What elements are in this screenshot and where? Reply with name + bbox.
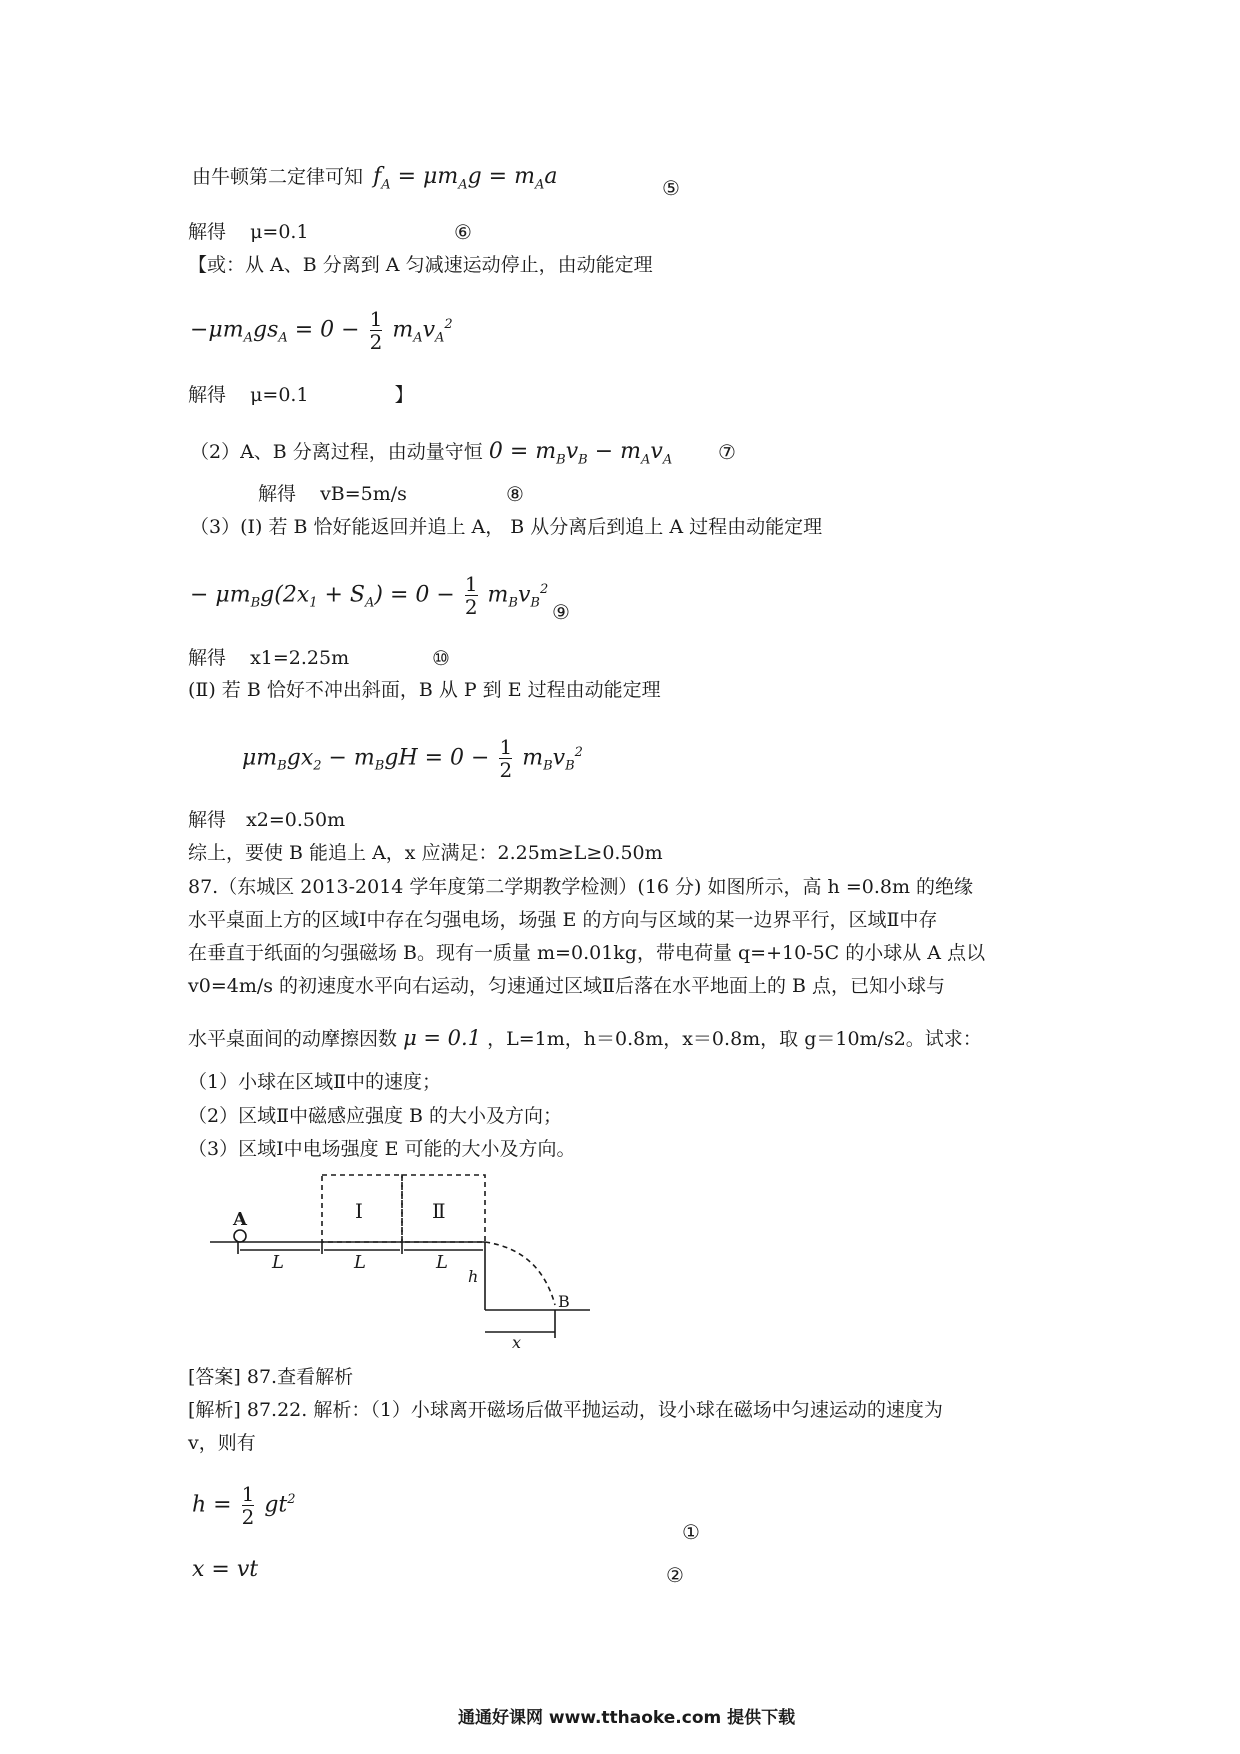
page-footer: 通通好课网 www.tthaoke.com 提供下载 bbox=[458, 1708, 796, 1728]
eq-mark-7: ⑦ bbox=[718, 440, 736, 464]
label: 解得 bbox=[188, 647, 227, 669]
equation-kinetic-c: $\mu m_Bgx_2 - m_BgH = 0$ − $\frac{1}{2}$ $m_Bv_B^2$ bbox=[242, 734, 583, 782]
fraction-half: $\frac{1}{2}$ bbox=[369, 306, 383, 354]
question-2: （2）区域Ⅱ中磁感应强度 B 的大小及方向； bbox=[188, 1105, 563, 1127]
label-b: B bbox=[558, 1292, 570, 1311]
label-l-2: L bbox=[354, 1252, 366, 1273]
equation-momentum: $0 = m_Bv_B - m_Av_A$ bbox=[488, 439, 673, 468]
analysis-line-1: [解析] 87.22. 解析：（1）小球离开磁场后做平抛运动，设小球在磁场中匀速运动的速度为 bbox=[188, 1399, 943, 1421]
equation-mu: μ = 0.1 bbox=[403, 1026, 482, 1050]
eq-mark-2: ② bbox=[666, 1563, 684, 1587]
label-a: A bbox=[233, 1209, 247, 1230]
text-b: ，L=1m，h＝0.8m，x＝0.8m，取 g＝10m/s2。试求： bbox=[487, 1028, 982, 1050]
question-3: （3）区域Ⅰ中电场强度 E 可能的大小及方向。 bbox=[188, 1138, 576, 1160]
line-momentum bbox=[190, 440, 672, 472]
line-alternative: 【或：从 A、B 分离到 A 匀减速运动停止，由动能定理 bbox=[188, 254, 653, 276]
problem-line-3: 在垂直于纸面的匀强磁场 B。现有一质量 m=0.01kg，带电荷量 q=+10-5C 的小球从 A 点以 bbox=[188, 942, 986, 964]
value: μ=0.1 bbox=[250, 221, 309, 243]
value: x2=0.50m bbox=[246, 809, 346, 831]
value: x1=2.25m bbox=[250, 647, 350, 669]
line-solve-x2 bbox=[188, 808, 345, 832]
problem-line-5 bbox=[188, 1026, 982, 1051]
label: 解得 bbox=[258, 483, 297, 505]
line-conclusion: 综上，要使 B 能追上 A，x 应满足：2.25m≥L≥0.50m bbox=[188, 842, 663, 864]
line-solve-vb bbox=[258, 482, 407, 506]
equation-kinetic-b: − $\mu m_Bg(2x_1 + S_A) = 0$ − $\frac{1}{2}$ $m_Bv_B^2$ bbox=[190, 571, 549, 619]
equation-distance: x = vt bbox=[192, 1557, 259, 1582]
answer-line: [答案] 87.查看解析 bbox=[188, 1366, 354, 1388]
fraction-half: $\frac{1}{2}$ bbox=[499, 734, 513, 782]
analysis-line-2: v，则有 bbox=[188, 1432, 256, 1454]
text: 由牛顿第二定律可知 bbox=[192, 166, 364, 188]
problem-line-2: 水平桌面上方的区域Ⅰ中存在匀强电场，场强 E 的方向与区域的某一边界平行，区域Ⅱ中存 bbox=[188, 909, 938, 931]
eq-mark-6: ⑥ bbox=[454, 220, 472, 244]
eq-mark-10: ⑩ bbox=[432, 646, 450, 670]
label: 解得 bbox=[188, 221, 227, 243]
fraction-half: $\frac{1}{2}$ bbox=[464, 571, 478, 619]
label: 解得 bbox=[188, 384, 227, 406]
label-x: x bbox=[512, 1333, 522, 1350]
equation-friction: $f_A = \mu m_Ag = m_Aa$ bbox=[373, 164, 558, 193]
line-newton-second-law bbox=[192, 165, 557, 197]
text-a: 水平桌面间的动摩擦因数 bbox=[188, 1028, 398, 1050]
problem-line-1: 87.（东城区 2013-2014 学年度第二学期教学检测）(16 分) 如图所示，高 h =0.8m 的绝缘 bbox=[188, 876, 974, 898]
label-region-2: Ⅱ bbox=[432, 1199, 446, 1223]
equation-kinetic-a: $-\mu m_Ags_A = 0$ − $\frac{1}{2}$ $m_Av_A^2$ bbox=[190, 306, 453, 354]
line-solve-mu bbox=[188, 220, 309, 244]
eq-mark-1: ① bbox=[682, 1520, 700, 1544]
value: μ=0.1 bbox=[250, 384, 309, 406]
label-h: h bbox=[468, 1267, 479, 1286]
label-l-3: L bbox=[436, 1252, 448, 1273]
label-l-1: L bbox=[272, 1252, 284, 1273]
value: vB=5m/s bbox=[320, 483, 407, 505]
fraction-half: $\frac{1}{2}$ bbox=[241, 1481, 255, 1529]
problem-figure bbox=[200, 1170, 600, 1350]
problem-line-4: v0=4m/s 的初速度水平向右运动，匀速通过区域Ⅱ后落在水平地面上的 B 点，已知小球与 bbox=[188, 975, 945, 997]
equation-fall-height: h = $\frac{1}{2}$ $gt^2$ bbox=[192, 1481, 296, 1529]
line-solve-x1 bbox=[188, 646, 349, 670]
trajectory bbox=[485, 1242, 555, 1305]
line-solve-mu-2 bbox=[188, 383, 414, 407]
line-part3-ii: (Ⅱ) 若 B 恰好不冲出斜面，B 从 P 到 E 过程由动能定理 bbox=[188, 679, 661, 701]
bracket: 】 bbox=[394, 384, 414, 406]
text: （2）A、B 分离过程，由动量守恒 bbox=[190, 441, 483, 463]
ball-a bbox=[234, 1230, 246, 1242]
eq-mark-5: ⑤ bbox=[662, 176, 680, 200]
question-1: （1）小球在区域Ⅱ中的速度； bbox=[188, 1071, 442, 1093]
line-part3-i: （3）(Ⅰ) 若 B 恰好能返回并追上 A， B 从分离后到追上 A 过程由动能定理 bbox=[190, 516, 823, 538]
eq-mark-9: ⑨ bbox=[552, 600, 570, 624]
eq-mark-8: ⑧ bbox=[506, 482, 524, 506]
label: 解得 bbox=[188, 809, 227, 831]
label-region-1: Ⅰ bbox=[355, 1199, 363, 1223]
